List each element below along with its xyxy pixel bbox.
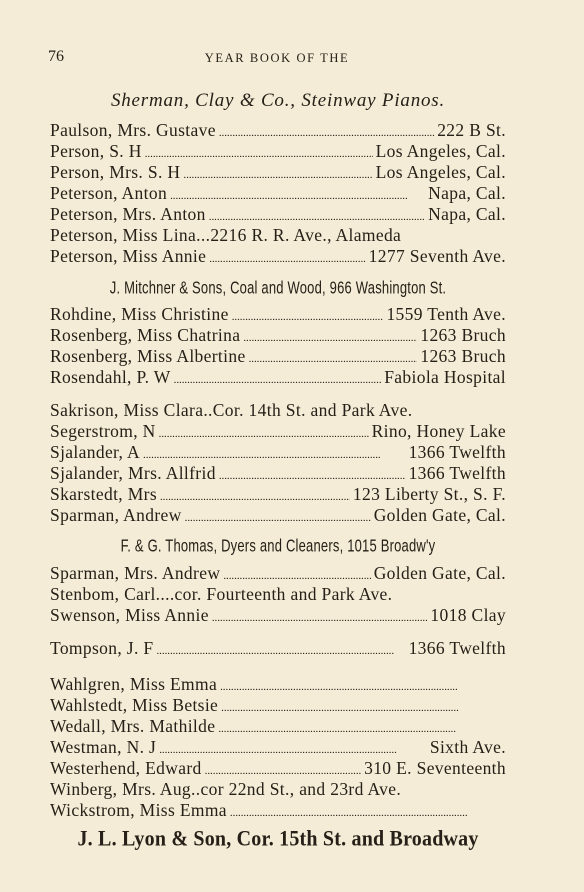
directory-entry	[50, 563, 506, 584]
entry-name: Rosenberg, Miss Albertine	[50, 346, 246, 366]
entry-name: Person, S. H	[50, 141, 142, 161]
directory-entry	[50, 505, 506, 526]
entry-name: Paulson, Mrs. Gustave	[50, 120, 216, 140]
entry-address: 1263 Bruch	[420, 325, 506, 345]
directory-entry	[50, 304, 506, 325]
entry-name: Tompson, J. F	[50, 638, 154, 658]
entry-name: Sjalander, Mrs. Allfrid	[50, 463, 216, 483]
directory-entry	[50, 225, 506, 246]
entry-name: Westman, N. J	[50, 737, 157, 757]
entry-address: 1366 Twelfth	[408, 463, 506, 483]
entry-address: 310 E. Seventeenth	[364, 758, 506, 778]
leader-dots	[209, 246, 365, 270]
entry-name: Peterson, Mrs. Anton	[50, 204, 206, 224]
directory-entry	[50, 737, 506, 758]
directory-entry	[50, 120, 506, 141]
leader-dots	[230, 800, 503, 824]
directory-entry	[50, 367, 506, 388]
entry-address: 1559 Tenth Ave.	[386, 304, 506, 324]
entry-name: Rohdine, Miss Christine	[50, 304, 229, 324]
entry-name: Winberg, Mrs. Aug..cor 22nd St., and 23rd Ave.	[50, 779, 402, 799]
entry-name: Peterson, Miss Lina...2216 R. R. Ave., Alameda	[50, 225, 402, 245]
entry-name: Sparman, Mrs. Andrew	[50, 563, 221, 583]
directory-entry	[50, 442, 506, 463]
directory-entry	[50, 400, 506, 421]
directory-entry	[50, 674, 506, 695]
leader-dots	[156, 638, 405, 662]
entry-name: Skarstedt, Mrs	[50, 484, 157, 504]
entry-name: Stenbom, Carl....cor. Fourteenth and Park Ave.	[50, 584, 393, 604]
directory-entry	[50, 463, 506, 484]
entry-address: Napa, Cal.	[428, 183, 506, 203]
entry-name: Wedall, Mrs. Mathilde	[50, 716, 216, 736]
entry-name: Sakrison, Miss Clara..Cor. 14th St. and Park Ave.	[50, 400, 413, 420]
ad-mitchner: J. Mitchner & Sons, Coal and Wood, 966 Washington St.	[109, 277, 447, 298]
entry-name: Rosendahl, P. W	[50, 367, 171, 387]
directory-entry	[50, 325, 506, 346]
leader-dots	[174, 367, 382, 391]
entry-name: Wickstrom, Miss Emma	[50, 800, 227, 820]
entry-name: Wahlgren, Miss Emma	[50, 674, 218, 694]
entry-address: Rino, Honey Lake	[371, 421, 506, 441]
running-head: YEAR BOOK OF THE	[204, 51, 350, 65]
directory-entry	[50, 183, 506, 204]
directory-entry	[50, 204, 506, 225]
entry-name: Segerstrom, N	[50, 421, 156, 441]
entry-name: Peterson, Miss Annie	[50, 246, 207, 266]
entry-name: Person, Mrs. S. H	[50, 162, 181, 182]
page-header	[48, 48, 506, 68]
entry-name: Swenson, Miss Annie	[50, 605, 209, 625]
directory-entry	[50, 162, 506, 183]
ad-lyon: J. L. Lyon & Son, Cor. 15th St. and Broadway	[77, 826, 479, 852]
entry-address: 1277 Seventh Ave.	[368, 246, 506, 266]
entry-address: Golden Gate, Cal.	[373, 505, 506, 525]
ad-sherman-clay: Sherman, Clay & Co., Steinway Pianos.	[110, 90, 446, 111]
directory-entry	[50, 716, 506, 737]
directory-entry	[50, 584, 506, 605]
entry-address: Los Angeles, Cal.	[375, 162, 506, 182]
entry-name: Rosenberg, Miss Chatrina	[50, 325, 241, 345]
entry-name: Sjalander, A	[50, 442, 141, 462]
directory-entry	[50, 246, 506, 267]
entry-address: 1366 Twelfth	[408, 638, 506, 658]
entry-address: Golden Gate, Cal.	[373, 563, 506, 583]
directory-entry	[50, 421, 506, 442]
page-number: 76	[48, 48, 64, 65]
directory-entry	[50, 779, 506, 800]
entry-address: 1263 Bruch	[420, 346, 506, 366]
directory-entry	[50, 800, 506, 821]
entry-name: Wahlstedt, Miss Betsie	[50, 695, 219, 715]
entry-address: Napa, Cal.	[428, 204, 506, 224]
directory-entry	[50, 638, 506, 659]
leader-dots	[212, 605, 428, 629]
entry-address: 1018 Clay	[430, 605, 506, 625]
directory-entry	[50, 346, 506, 367]
entry-address: 123 Liberty St., S. F.	[352, 484, 506, 504]
entry-address: 222 B St.	[437, 120, 506, 140]
entry-address: Fabiola Hospital	[384, 367, 506, 387]
entry-address: Los Angeles, Cal.	[375, 141, 506, 161]
entry-address: 1366 Twelfth	[408, 442, 506, 462]
directory-entry	[50, 605, 506, 626]
entry-address: Sixth Ave.	[429, 737, 506, 757]
directory-entry	[50, 141, 506, 162]
directory-entry	[50, 695, 506, 716]
entry-name: Sparman, Andrew	[50, 505, 182, 525]
directory-entry	[50, 758, 506, 779]
leader-dots	[185, 505, 371, 529]
directory-entry	[50, 484, 506, 505]
entry-name: Westerhend, Edward	[50, 758, 202, 778]
ad-thomas: F. & G. Thomas, Dyers and Cleaners, 1015 Broadw'y	[120, 535, 436, 556]
entry-name: Peterson, Anton	[50, 183, 168, 203]
